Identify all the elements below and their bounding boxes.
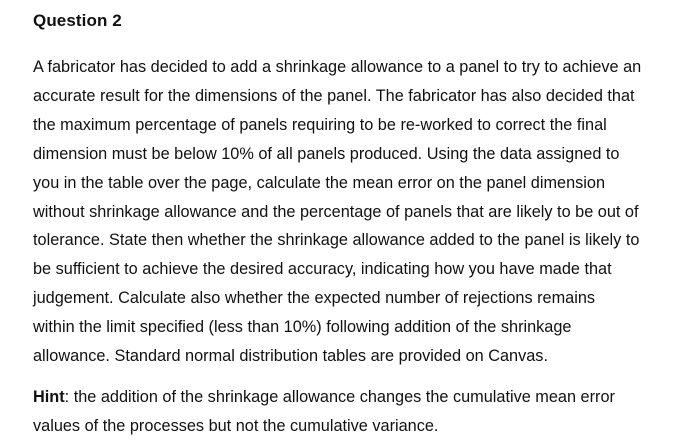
paragraph-line: you in the table over the page, calculate the mean error on the panel dimension (33, 173, 606, 192)
paragraph-line: the maximum percentage of panels requiring to be re-worked to correct the final (33, 115, 607, 134)
hint-block (33, 383, 693, 440)
paragraph-line: dimension must be below 10% of all panels produced. Using the data assigned to (33, 144, 620, 163)
paragraph-line: accurate result for the dimensions of the panel. The fabricator has also decided that (33, 86, 635, 105)
hint-line-1 (33, 383, 693, 412)
paragraph-line: within the limit specified (less than 10%) following addition of the shrinkage (33, 318, 572, 337)
paragraph-line: tolerance. State then whether the shrinkage allowance added to the panel is likely to (33, 231, 640, 250)
question-paragraph (33, 53, 693, 371)
paragraph-line: allowance. Standard normal distribution tables are provided on Canvas. (33, 347, 548, 366)
paragraph-line: judgement. Calculate also whether the expected number of rejections remains (33, 289, 596, 308)
hint-label: Hint (33, 388, 65, 406)
paragraph-line: be sufficient to achieve the desired accuracy, indicating how you have made that (33, 260, 612, 279)
paragraph-line: A fabricator has decided to add a shrinkage allowance to a panel to try to achieve an (33, 58, 642, 76)
question-heading: Question 2 (33, 11, 122, 30)
hint-text-2: values of the processes but not the cumulative variance. (33, 416, 439, 435)
paragraph-line: without shrinkage allowance and the percentage of panels that are likely to be out of (33, 202, 639, 221)
hint-text-1: : the addition of the shrinkage allowance changes the cumulative mean error (64, 388, 615, 406)
